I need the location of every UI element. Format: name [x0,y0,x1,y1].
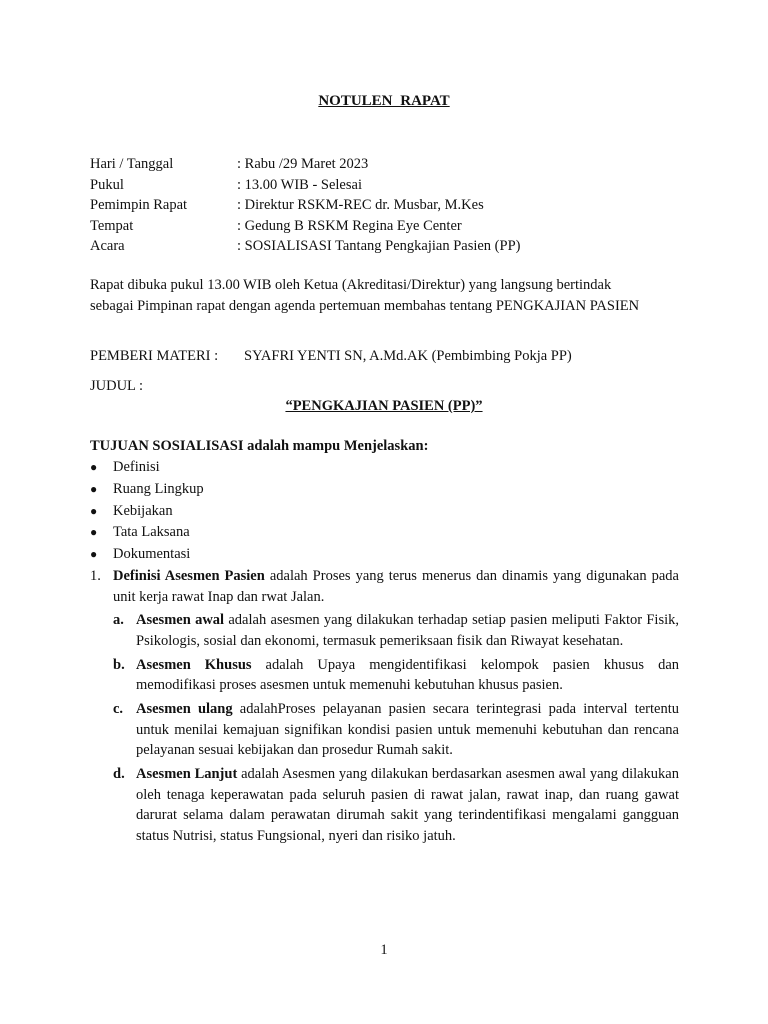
info-value: : Gedung B RSKM Regina Eye Center [237,217,462,234]
sub-item [113,699,679,761]
bullet-icon: ● [90,460,98,474]
info-label: Tempat [90,217,134,234]
sub-item-term: Asesmen awal [136,612,225,628]
sub-item-description: adalahProses pelayanan pasien secara terintegrasi pada interval tertentu untuk menilai kemajuan signifikan kondisi pasien untuk memenuhi kebutuhan dan rencana pelayanan sesuai kebijakan dan prosedur Rumah sakit. [136,701,679,758]
info-label: Pukul [90,176,124,193]
sub-item [113,655,679,696]
sub-item-marker: a. [113,612,124,628]
document-title: NOTULEN RAPAT [318,93,450,109]
sub-item-description: adalah asesmen yang dilakukan terhadap setiap pasien meliputi Faktor Fisik, Psikologis, sosial dan ekonomi, termasuk pemeriksaan fisik dan Riwayat kesehatan. [136,612,679,649]
list-item [90,479,204,501]
list-item-text: Definisi [113,459,160,475]
opening-line: sebagai Pimpinan rapat dengan agenda pertemuan membahas tentang PENGKAJIAN PASIEN [90,298,640,314]
numbered-item-body [113,566,679,850]
opening-paragraph [90,275,690,317]
definition-text: adalah Proses yang terus menerus dan dinamis yang digunakan pada unit kerja rawat Inap dan rwat Jalan. [113,568,679,605]
judul-title: “PENGKAJIAN PASIEN (PP)” [285,398,483,414]
sub-item-text [136,655,679,696]
sub-item-text [136,699,679,761]
info-value: : SOSIALISASI Tantang Pengkajian Pasien (PP) [237,238,521,254]
definition-term: Definisi Asesmen Pasien [113,568,265,584]
sub-item-text [136,764,679,846]
sub-item-marker: d. [113,766,125,782]
info-label: Acara [90,238,125,254]
sub-item [113,610,679,651]
info-row-place [90,216,690,237]
sub-item [113,764,679,846]
list-item [90,501,204,523]
info-row-chair [90,195,690,216]
info-row-time [90,175,690,196]
info-value: : Direktur RSKM-REC dr. Musbar, M.Kes [237,197,484,213]
tujuan-heading: TUJUAN SOSIALISASI adalah mampu Menjelaskan: [90,438,429,454]
info-label: Pemimpin Rapat [90,197,188,213]
list-item [90,544,204,566]
opening-line: Rapat dibuka pukul 13.00 WIB oleh Ketua (Akreditasi/Direktur) yang langsung bertindak [90,277,612,293]
info-value: : 13.00 WIB - Selesai [237,176,362,193]
definition-paragraph [113,566,679,607]
info-value: : Rabu /29 Maret 2023 [237,156,369,172]
info-label: Hari / Tanggal [90,156,174,172]
sub-item-term: Asesmen Lanjut [136,766,238,782]
judul-label: JUDUL : [90,378,144,394]
list-item-text: Ruang Lingkup [113,480,204,497]
bullet-icon: ● [90,525,98,540]
sub-item-term: Asesmen ulang [136,701,233,717]
sub-item-term: Asesmen Khusus [136,656,252,673]
page-number: 1 [380,942,388,958]
info-row-date [90,154,690,175]
bullet-icon: ● [90,503,98,518]
presenter-row [90,346,690,366]
list-item-text: Tata Laksana [113,524,190,541]
item-number: 1. [90,568,101,584]
bullet-icon: ● [90,547,98,562]
sub-list [113,610,679,846]
list-item [90,457,204,479]
list-item [90,522,204,544]
presenter-value: SYAFRI YENTI SN, A.Md.AK (Pembimbing Pokja PP) [244,348,572,364]
meeting-info [90,154,690,257]
sub-item-text [136,610,679,651]
sub-item-description: adalah Upaya mengidentifikasi kelompok pasien khusus dan memodifikasi proses asesmen untuk memenuhi kebutuhan khusus pasien. [136,656,680,693]
definition-section [90,566,679,850]
bullet-icon: ● [90,481,98,496]
list-item-text: Dokumentasi [113,546,191,563]
numbered-item [90,566,679,850]
sub-item-marker: b. [113,656,125,673]
tujuan-list [90,457,204,566]
sub-item-description: adalah Asesmen yang dilakukan berdasarkan asesmen awal yang dilakukan oleh tenaga keperawatan pada seluruh pasien di rawat jalan, rawat inap, dan ruang gawat darurat selama dalam perawatan dirumah sakit yang terindentifikasi mengalami gangguan status Nutrisi, status Fungsional, nyeri dan risiko jatuh. [136,766,679,844]
info-row-agenda [90,236,690,257]
presenter-label: PEMBERI MATERI : [90,348,219,364]
list-item-text: Kebijakan [113,502,173,519]
sub-item-marker: c. [113,701,124,717]
